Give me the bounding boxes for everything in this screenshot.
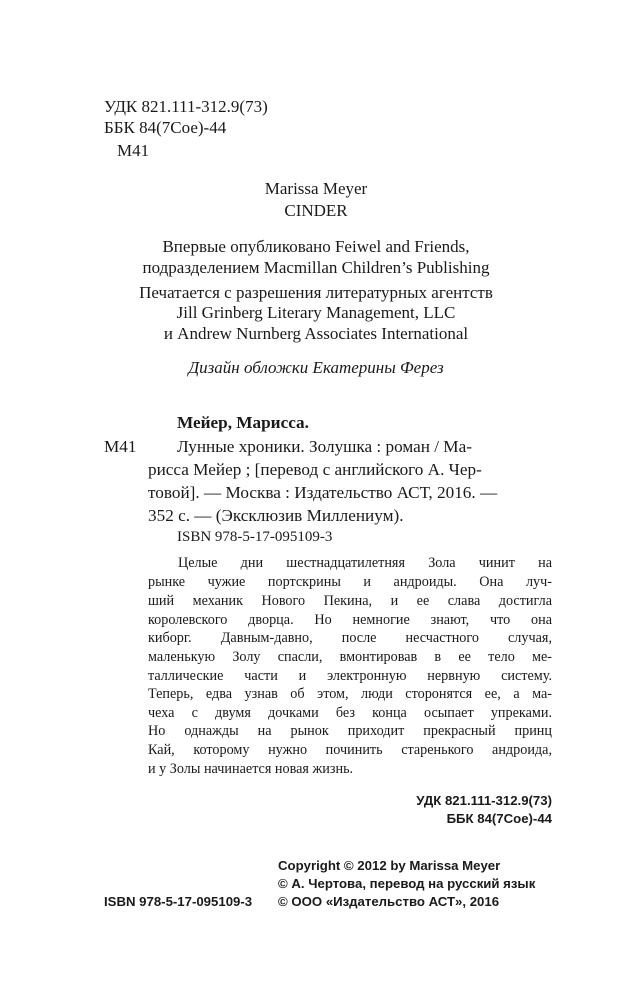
annotation-line: таллические части и электронную нервную систему. <box>148 668 552 684</box>
bbk-code: ББК 84(7Сое)-44 <box>104 118 227 137</box>
isbn-bottom: ISBN 978-5-17-095109-3 <box>104 894 253 909</box>
catalog-line: Лунные хроники. Золушка : роман / Ма- <box>177 437 472 456</box>
author-mark: М41 <box>117 141 150 160</box>
catalog-mark: М41 <box>104 437 137 456</box>
bbk-code-bottom: ББК 84(7Сое)-44 <box>446 811 552 826</box>
annotation-line: киборг. Давным-давно, после несчастного случая, <box>148 630 552 646</box>
annotation-line: ший механик Нового Пекина, и ее слава достигла <box>148 593 552 609</box>
original-author: Marissa Meyer <box>264 179 368 198</box>
annotation-line: чеха с двумя дочками без конца осыпает упреками. <box>148 705 552 721</box>
annotation-line: королевского дворца. Но немногие знают, что она <box>148 612 552 628</box>
annotation-line: Целые дни шестнадцатилетняя Зола чинит на <box>178 555 552 571</box>
copyright-line2: © А. Чертова, перевод на русский язык <box>278 876 536 891</box>
catalog-line: 352 с. — (Эксклюзив Миллениум). <box>148 506 404 525</box>
annotation-line: Кай, которому нужно починить старенького андроида, <box>148 742 552 758</box>
publication-note-line2: подразделением Macmillan Children’s Publishing <box>142 258 490 277</box>
annotation-line: Но однажды на рынок приходит прекрасный принц <box>148 723 552 739</box>
annotation-line: рынке чужие портскрины и андроиды. Она луч- <box>148 574 552 590</box>
copyright-line1: Copyright © 2012 by Marissa Meyer <box>278 858 501 873</box>
udk-code-bottom: УДК 821.111-312.9(73) <box>416 793 552 808</box>
catalog-line: товой]. — Москва : Издательство АСТ, 2016. — <box>148 483 498 502</box>
annotation-line: и у Золы начинается новая жизнь. <box>148 761 354 777</box>
catalog-isbn: ISBN 978-5-17-095109-3 <box>177 529 333 545</box>
original-title: CINDER <box>284 201 348 220</box>
annotation-line: маленькую Золу спасли, вмонтировав в ее тело ме- <box>148 649 552 665</box>
copyright-line3: © ООО «Издательство АСТ», 2016 <box>278 894 500 909</box>
rights-note-line3: и Andrew Nurnberg Associates International <box>163 324 469 343</box>
rights-note-line1: Печатается с разрешения литературных агентств <box>139 283 493 302</box>
annotation-line: Теперь, едва узнав об этом, люди сторонятся ее, а ма- <box>148 686 552 702</box>
cover-design-credit: Дизайн обложки Екатерины Ферез <box>188 358 444 377</box>
udk-code: УДК 821.111-312.9(73) <box>104 97 268 116</box>
catalog-line: рисса Мейер ; [перевод с английского А. Чер- <box>148 460 482 479</box>
publication-note-line1: Впервые опубликовано Feiwel and Friends, <box>162 237 470 256</box>
catalog-heading: Мейер, Марисса. <box>177 413 309 432</box>
rights-note-line2: Jill Grinberg Literary Management, LLC <box>176 303 456 322</box>
